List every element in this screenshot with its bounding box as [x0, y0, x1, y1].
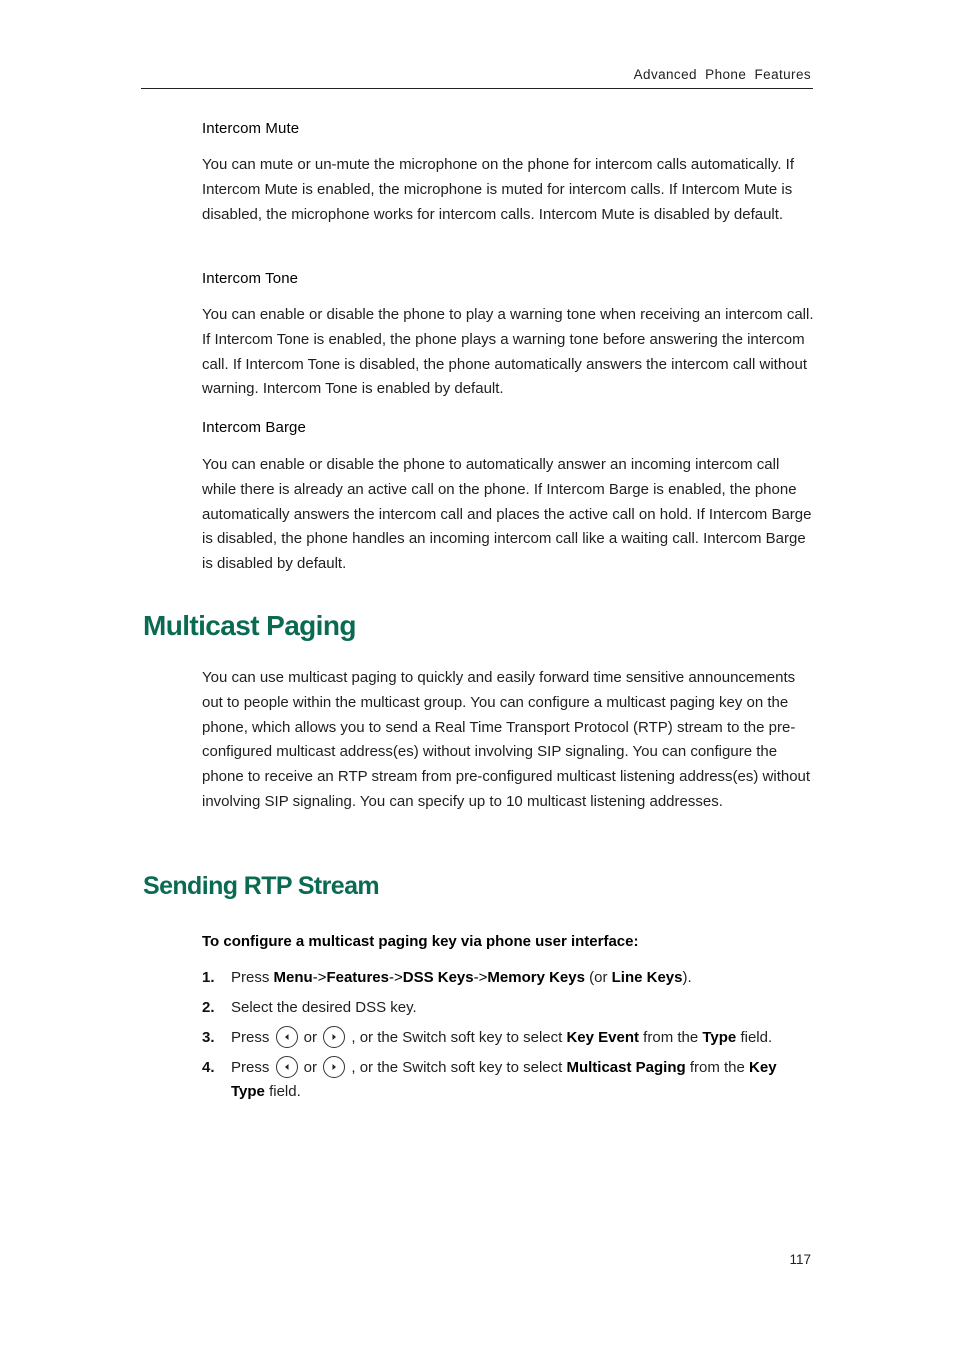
- step-text: [231, 1056, 814, 1104]
- separator: ->: [473, 969, 488, 986]
- step-text-part: (or: [584, 969, 612, 986]
- ui-term-multicast-paging: Multicast Paging: [566, 1059, 686, 1076]
- page-number: 117: [789, 1252, 811, 1267]
- step-text-part: from the: [639, 1029, 703, 1046]
- step-4: [202, 1056, 814, 1104]
- step-text: [231, 966, 814, 990]
- step-text-part: field.: [264, 1083, 301, 1100]
- step-text-part: Press: [231, 1059, 274, 1076]
- step-3: [202, 1026, 814, 1050]
- procedure-steps: [202, 966, 814, 1104]
- ui-term-key-type: Key Type: [231, 1059, 777, 1100]
- intercom-tone-body: You can enable or disable the phone to play a warning tone when receiving an intercom call. If Intercom Tone is enabled, the phone plays a warning tone before answering the intercom call. If Intercom Tone is disabled, the phone automatically answers the intercom call without warning. Intercom Tone is enabled by default.: [202, 306, 814, 398]
- step-text-part: ).: [682, 969, 692, 986]
- separator: ->: [312, 969, 327, 986]
- step-text-part: Press: [231, 969, 274, 986]
- intercom-mute-body: You can mute or un-mute the microphone on the phone for intercom calls automatically. If Intercom Mute is enabled, the microphone is muted for intercom calls. If Intercom Mute is disabled, the microphone works for intercom calls. Intercom Mute is disabled by default.: [202, 156, 794, 223]
- separator: ->: [388, 969, 403, 986]
- left-navigation-key-icon: [276, 1056, 298, 1078]
- running-header: Advanced Phone Features: [633, 67, 811, 82]
- ui-term-menu: Menu: [273, 969, 313, 986]
- header-rule: [141, 88, 813, 89]
- step-text-part: , or the Switch soft key to select: [347, 1059, 567, 1076]
- step-number: 3.: [202, 1029, 215, 1046]
- step-1: [202, 966, 814, 990]
- procedure-title: To configure a multicast paging key via phone user interface:: [202, 933, 639, 950]
- step-2: [202, 996, 814, 1020]
- right-navigation-key-icon: [323, 1026, 345, 1048]
- right-navigation-key-icon: [323, 1056, 345, 1078]
- multicast-paging-body: You can use multicast paging to quickly and easily forward time sensitive announcements out to people within the multicast group. You can configure a multicast paging key on the phone, which allows you to send a Real Time Transport Protocol (RTP) stream to the pre-configured multicast address(es) without involving SIP signaling. You can configure the phone to receive an RTP stream from pre-configured multicast listening address(es) without involving SIP signaling. You can specify up to 10 multicast listening addresses.: [202, 669, 811, 810]
- step-number: 2.: [202, 999, 215, 1016]
- step-number: 1.: [202, 969, 215, 986]
- ui-term-type: Type: [702, 1029, 737, 1046]
- step-text-part: Press: [231, 1029, 274, 1046]
- ui-term-features: Features: [326, 969, 389, 986]
- ui-term-dss-keys: DSS Keys: [402, 969, 474, 986]
- ui-term-key-event: Key Event: [566, 1029, 640, 1046]
- step-number: 4.: [202, 1059, 215, 1076]
- intercom-mute-heading: Intercom Mute: [202, 120, 300, 137]
- step-text: Select the desired DSS key.: [231, 999, 417, 1016]
- ui-term-memory-keys: Memory Keys: [487, 969, 585, 986]
- step-text-part: or: [299, 1059, 322, 1076]
- ui-term-line-keys: Line Keys: [611, 969, 683, 986]
- step-text-part: or: [299, 1029, 322, 1046]
- step-text-part: from the: [685, 1059, 750, 1076]
- sending-rtp-heading: Sending RTP Stream: [143, 872, 380, 900]
- left-navigation-key-icon: [276, 1026, 298, 1048]
- step-text: [231, 1026, 814, 1050]
- multicast-paging-heading: Multicast Paging: [143, 610, 356, 641]
- step-text-part: , or the Switch soft key to select: [347, 1029, 567, 1046]
- step-text-part: field.: [736, 1029, 773, 1046]
- intercom-tone-heading: Intercom Tone: [202, 270, 299, 287]
- intercom-barge-heading: Intercom Barge: [202, 419, 306, 436]
- intercom-barge-body: You can enable or disable the phone to automatically answer an incoming intercom call while there is already an active call on the phone. If Intercom Barge is enabled, the phone automatically answers the intercom call and places the active call on hold. If Intercom Barge is disabled, the phone handles an incoming intercom call like a waiting call. Intercom Barge is disabled by default.: [202, 456, 812, 573]
